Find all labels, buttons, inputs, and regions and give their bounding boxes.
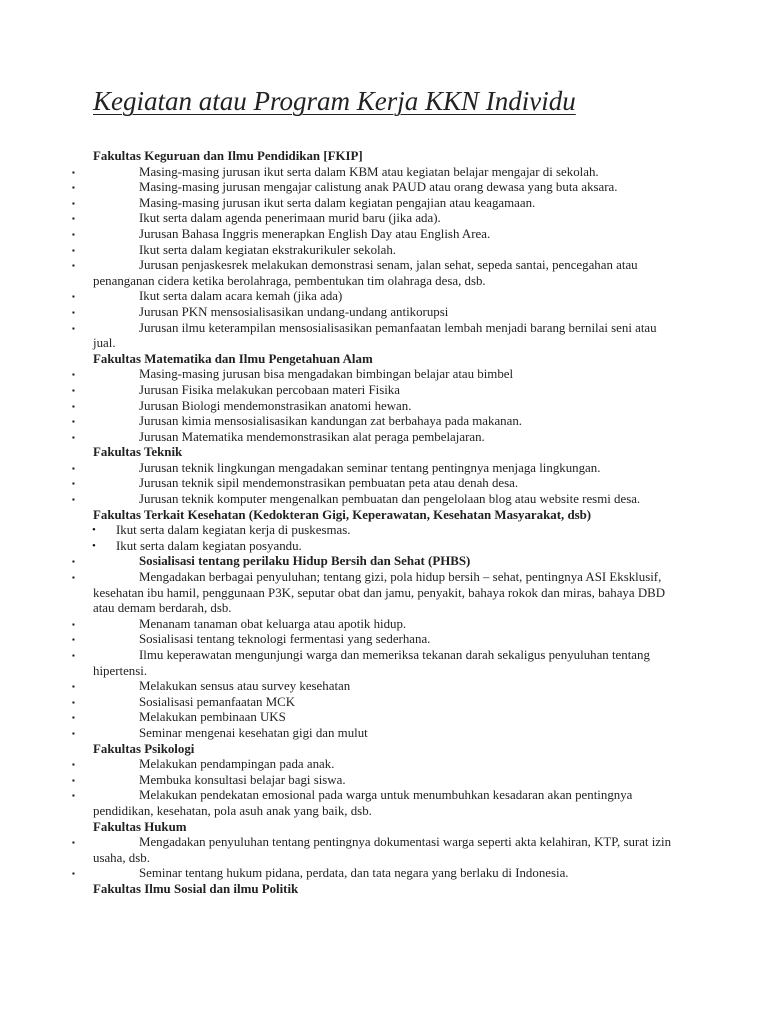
list-item-text: Melakukan pendampingan pada anak. (139, 757, 335, 772)
list-item-text: Membuka konsultasi belajar bagi siswa. (139, 772, 346, 787)
list-item-text: Mengadakan berbagai penyuluhan; tentang gizi, pola hidup bersih – sehat, pentingnya ASI Eksklusif, kesehatan ibu hamil, penggunaan P3K, seputar obat dan jamu, penyakit, bahaya rokok dan miras, bahaya DBD atau demam berdarah, dsb. (93, 570, 666, 616)
list-item-text: Jurusan kimia mensosialisasikan kandungan zat berbahaya pada makanan. (139, 414, 523, 429)
list-item-text: Mengadakan penyuluhan tentang pentingnya dokumentasi warga seperti akta kelahiran, KTP, surat izin usaha, dsb. (93, 835, 672, 865)
list-item-text: Ikut serta dalam kegiatan posyandu. (116, 538, 302, 553)
list-item-text: Jurusan Matematika mendemonstrasikan alat peraga pembelajaran. (139, 429, 485, 444)
list-item (0, 165, 768, 181)
square-bullet-icon: ▪ (72, 463, 75, 473)
list-item (0, 196, 768, 212)
list-item-text: Melakukan pendekatan emosional pada warga untuk menumbuhkan kesadaran akan pentingnya pendidikan, kesehatan, pola asuh anak yang baik, dsb. (93, 788, 633, 818)
list-item (0, 305, 768, 321)
list-item-text: Sosialisasi tentang perilaku Hidup Bersih dan Sehat (PHBS) (139, 554, 471, 569)
list-item (0, 632, 768, 648)
list-item (0, 726, 768, 742)
square-bullet-icon: ▪ (72, 417, 75, 427)
document-body (0, 149, 768, 898)
square-bullet-icon: ▪ (72, 307, 75, 317)
square-bullet-icon: ▪ (72, 619, 75, 629)
square-bullet-icon: ▪ (72, 229, 75, 239)
square-bullet-icon: ▪ (72, 697, 75, 707)
square-bullet-icon: ▪ (72, 479, 75, 489)
list-item-text: Sosialisasi pemanfaatan MCK (139, 694, 296, 709)
square-bullet-icon: ▪ (72, 370, 75, 380)
list-item (0, 710, 768, 726)
list-item (0, 492, 768, 508)
list-item-text: Ikut serta dalam kegiatan ekstrakurikuler sekolah. (139, 242, 397, 257)
list-item-text: Masing-masing jurusan bisa mengadakan bimbingan belajar atau bimbel (139, 367, 514, 382)
list-item-text: Seminar tentang hukum pidana, perdata, dan tata negara yang berlaku di Indonesia. (139, 866, 569, 881)
square-bullet-icon: ▪ (72, 635, 75, 645)
square-bullet-icon: ▪ (72, 495, 75, 505)
section-heading: Fakultas Matematika dan Ilmu Pengetahuan Alam (93, 351, 373, 366)
square-bullet-icon: ▪ (72, 292, 75, 302)
list-item (0, 227, 768, 243)
list-item-text: Seminar mengenai kesehatan gigi dan mulut (139, 725, 368, 740)
list-item-text: Jurusan penjaskesrek melakukan demonstrasi senam, jalan sehat, sepeda santai, pencegahan atau penanganan cidera ketika berolahraga, pembentukan tim olahraga desa, dsb. (93, 258, 638, 288)
list-item (0, 289, 768, 305)
list-item-subheading (0, 554, 768, 570)
section-heading: Fakultas Teknik (93, 445, 183, 460)
list-item (0, 570, 768, 617)
list-item-text: Jurusan teknik sipil mendemonstrasikan pembuatan peta atau denah desa. (139, 476, 519, 491)
list-item (0, 461, 768, 477)
list-item (0, 321, 768, 352)
list-item-text: Masing-masing jurusan ikut serta dalam kegiatan pengajian atau keagamaan. (139, 195, 536, 210)
square-bullet-icon: ▪ (72, 838, 75, 848)
square-bullet-icon: ▪ (72, 167, 75, 177)
section-heading: Fakultas Terkait Kesehatan (Kedokteran Gigi, Keperawatan, Kesehatan Masyarakat, dsb) (93, 507, 592, 522)
list-item-text: Jurusan Bahasa Inggris menerapkan English Day atau English Area. (139, 226, 491, 241)
square-bullet-icon: ▪ (72, 728, 75, 738)
list-item (0, 773, 768, 789)
list-item (0, 617, 768, 633)
square-bullet-icon: ▪ (72, 651, 75, 660)
list-item (0, 788, 768, 819)
list-item (0, 523, 768, 539)
list-item (0, 430, 768, 446)
list-item-text: Melakukan pembinaan UKS (139, 710, 286, 725)
list-item-text: Jurusan teknik lingkungan mengadakan seminar tentang pentingnya menjaga lingkungan. (139, 460, 601, 475)
list-item (0, 757, 768, 773)
round-bullet-icon: • (92, 524, 96, 537)
section-heading: Fakultas Ilmu Sosial dan ilmu Politik (93, 881, 299, 896)
list-item (0, 258, 768, 289)
square-bullet-icon: ▪ (72, 869, 75, 879)
list-item-text: Jurusan Fisika melakukan percobaan materi Fisika (139, 382, 400, 397)
list-item (0, 383, 768, 399)
list-item-text: Masing-masing jurusan mengajar calistung anak PAUD atau orang dewasa yang buta aksara. (139, 180, 618, 195)
square-bullet-icon: ▪ (72, 323, 75, 333)
list-item-text: Menanam tanaman obat keluarga atau apotik hidup. (139, 616, 407, 631)
list-item (0, 476, 768, 492)
square-bullet-icon: ▪ (72, 245, 75, 255)
square-bullet-icon: ▪ (72, 775, 75, 785)
square-bullet-icon: ▪ (72, 261, 75, 271)
square-bullet-icon: ▪ (72, 214, 75, 224)
list-item (0, 367, 768, 383)
list-item-text: Ilmu keperawatan mengunjungi warga dan memeriksa tekanan darah sekaligus penyuluhan tentang hipertensi. (93, 648, 650, 678)
document-title: Kegiatan atau Program Kerja KKN Individu (93, 86, 576, 116)
square-bullet-icon: ▪ (72, 682, 75, 692)
list-item (0, 211, 768, 227)
list-item (0, 399, 768, 415)
section-heading: Fakultas Hukum (93, 819, 187, 834)
square-bullet-icon: ▪ (72, 791, 75, 801)
list-item (0, 695, 768, 711)
square-bullet-icon: ▪ (72, 573, 75, 583)
square-bullet-icon: ▪ (72, 713, 75, 723)
square-bullet-icon: ▪ (72, 760, 75, 770)
list-item-text: Masing-masing jurusan ikut serta dalam KBM atau kegiatan belajar mengajar di sekolah. (139, 164, 599, 179)
section-heading: Fakultas Keguruan dan Ilmu Pendidikan [FKIP] (93, 149, 363, 163)
list-item-text: Ikut serta dalam acara kemah (jika ada) (139, 289, 343, 304)
list-item-text: Jurusan Biologi mendemonstrasikan anatomi hewan. (139, 398, 412, 413)
square-bullet-icon: ▪ (72, 557, 75, 567)
list-item (0, 414, 768, 430)
list-item-text: Sosialisasi tentang teknologi fermentasi yang sederhana. (139, 632, 431, 647)
square-bullet-icon: ▪ (72, 432, 75, 442)
list-item (0, 539, 768, 555)
square-bullet-icon: ▪ (72, 401, 75, 411)
list-item (0, 648, 768, 679)
list-item-text: Jurusan ilmu keterampilan mensosialisasikan pemanfaatan lembah menjadi barang bernilai seni atau jual. (93, 320, 657, 351)
list-item-text: Jurusan PKN mensosialisasikan undang-undang antikorupsi (139, 304, 449, 319)
list-item (0, 679, 768, 695)
list-item (0, 180, 768, 196)
list-item-text: Jurusan teknik komputer mengenalkan pembuatan dan pengelolaan blog atau website resmi desa. (139, 492, 641, 507)
square-bullet-icon: ▪ (72, 198, 75, 208)
list-item-text: Ikut serta dalam agenda penerimaan murid baru (jika ada). (139, 211, 441, 226)
list-item-text: Ikut serta dalam kegiatan kerja di puskesmas. (116, 523, 351, 538)
round-bullet-icon: • (92, 539, 96, 552)
square-bullet-icon: ▪ (72, 183, 75, 193)
list-item-text: Melakukan sensus atau survey kesehatan (139, 679, 351, 694)
list-item (0, 866, 768, 882)
section-heading: Fakultas Psikologi (93, 741, 195, 756)
square-bullet-icon: ▪ (72, 385, 75, 395)
list-item (0, 835, 768, 866)
list-item (0, 243, 768, 259)
